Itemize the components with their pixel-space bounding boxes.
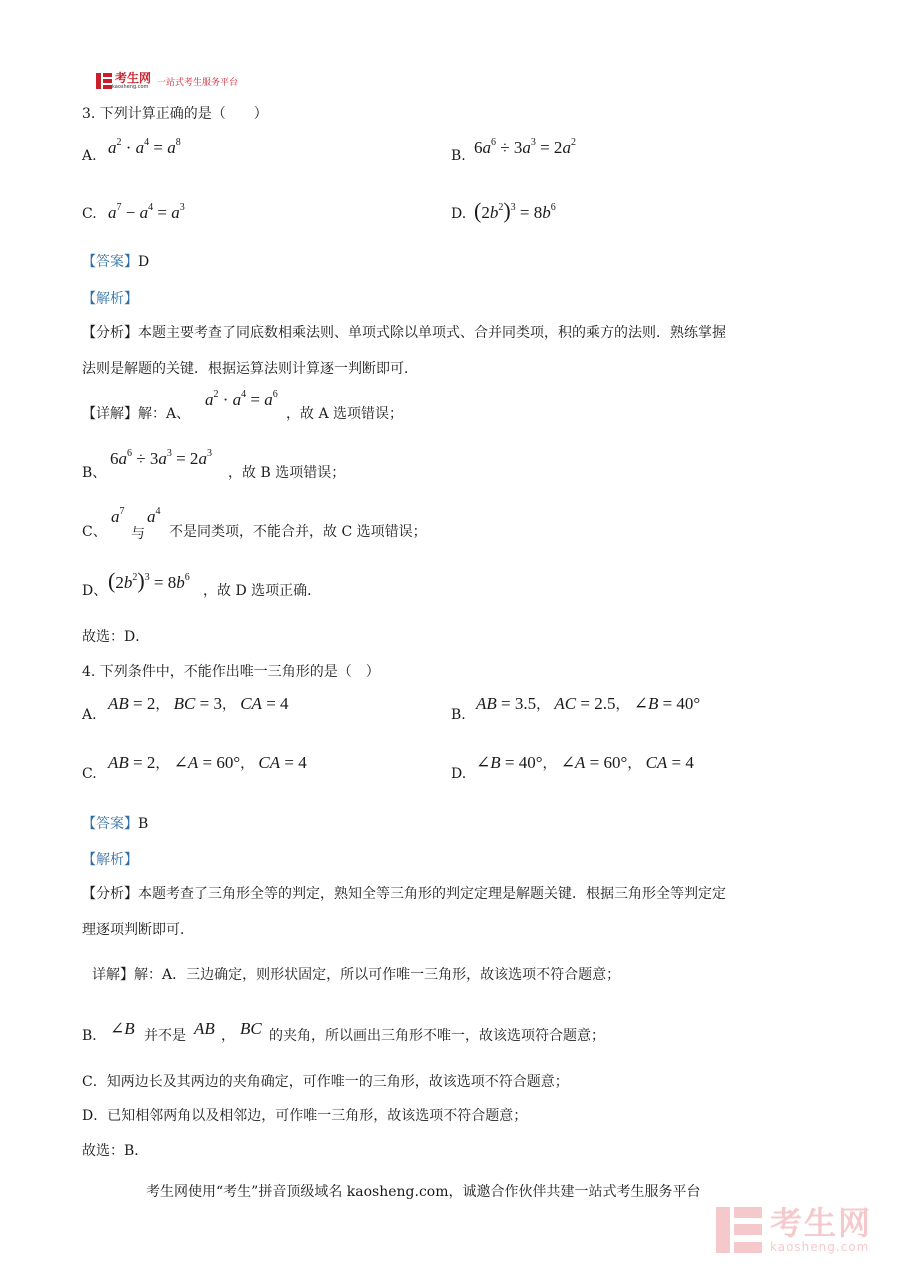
q4-option-a-math: AB = 2， BC = 3， CA = 4 bbox=[108, 694, 289, 713]
q4-detail-line1: 详解】解：A．三边确定，则形状固定，所以可作唯一三角形，故该选项不符合题意； bbox=[92, 967, 621, 983]
q4-fenxi-line2: 理逐项判断即可． bbox=[82, 922, 194, 938]
q3-detail-a-prefix-text: 解：A、 bbox=[138, 406, 191, 422]
q4-answer bbox=[82, 813, 148, 833]
brand-logo bbox=[96, 72, 238, 90]
q4-conclusion: 故选：B． bbox=[82, 1143, 149, 1159]
q3-fenxi-line1 bbox=[82, 322, 726, 342]
q4-fenxi-tag: 【分析】 bbox=[82, 886, 138, 902]
q4-detail-c: C．知两边长及其两边的夹角确定，可作唯一的三角形，故该选项不符合题意； bbox=[82, 1074, 569, 1090]
q4-detail-b-prefix: B． bbox=[82, 1028, 107, 1044]
q3-option-d-label: D. bbox=[451, 206, 467, 222]
q4-option-d-math: ∠B = 40°， ∠A = 60°， CA = 4 bbox=[476, 753, 694, 772]
q3-stem: 3. 下列计算正确的是（ ） bbox=[82, 106, 268, 122]
q3-fenxi-tag: 【分析】 bbox=[82, 325, 138, 341]
q4-option-c-label: C. bbox=[82, 766, 97, 782]
q4-fenxi-text1: 本题考查了三角形全等的判定，熟知全等三角形的判定定理是解题关键．根据三角形全等判定定 bbox=[138, 886, 726, 902]
watermark-url: kaosheng.com bbox=[770, 1240, 870, 1254]
q4-option-b-label: B. bbox=[451, 707, 466, 723]
q3-detail-c-mid: 与 bbox=[131, 526, 145, 542]
q4-answer-tag: 【答案】 bbox=[82, 816, 138, 832]
q4-detail-b-suffix: 的夹角，所以画出三角形不唯一，故该选项符合题意； bbox=[269, 1028, 605, 1044]
q4-detail-b-comma: ， bbox=[221, 1028, 235, 1044]
logo-name: 考生网 bbox=[115, 71, 152, 85]
q3-detail-c-prefix: C、 bbox=[82, 524, 107, 540]
kaosheng-watermark-icon bbox=[716, 1207, 762, 1253]
q3-option-a-math: $a^2 \cdot a^4 = a^8$ bbox=[108, 137, 181, 157]
q3-detail-c-math2: $a^4$ bbox=[147, 506, 161, 526]
q3-option-c-math: $a^7 - a^4 = a^3$ bbox=[108, 202, 185, 222]
watermark-name: 考生网 bbox=[770, 1204, 873, 1242]
q3-option-b-math: $6a^6 \div 3a^3 = 2a^2$ bbox=[474, 137, 576, 157]
q4-option-c-math: AB = 2， ∠A = 60°， CA = 4 bbox=[108, 753, 307, 772]
q3-detail-b-suffix: ，故 B 选项错误； bbox=[228, 465, 346, 481]
q3-detail-d-suffix: ，故 D 选项正确． bbox=[203, 583, 322, 599]
q3-option-d-math: $(2b^2)^3 = 8b^6$ bbox=[474, 198, 556, 223]
q3-detail-tag: 【详解】 bbox=[82, 406, 138, 422]
q3-detail-a-prefix bbox=[82, 403, 190, 423]
q3-answer bbox=[82, 251, 149, 271]
q3-detail-d-prefix: D、 bbox=[82, 583, 108, 599]
footer-text: 考生网使用“考生”拼音顶级域名 kaosheng.com，诚邀合作伙伴共建一站式考生服务平台 bbox=[146, 1184, 701, 1200]
q3-fenxi-text1: 本题主要考查了同底数相乘法则、单项式除以单项式、合并同类项，积的乘方的法则．熟练掌握 bbox=[138, 325, 726, 341]
q3-option-b-label: B. bbox=[451, 148, 466, 164]
logo-url: kaosheng.com bbox=[112, 84, 149, 90]
q3-analysis-tag: 【解析】 bbox=[82, 291, 138, 307]
q4-fenxi-line1 bbox=[82, 883, 726, 903]
q4-answer-value: B bbox=[138, 816, 149, 832]
q4-option-a-label: A. bbox=[82, 707, 97, 723]
q4-detail-b-mid1: 并不是 bbox=[144, 1028, 186, 1044]
q4-detail-b-angle: ∠B bbox=[110, 1019, 135, 1038]
q3-fenxi-line2: 法则是解题的关键．根据运算法则计算逐一判断即可． bbox=[82, 361, 418, 377]
q4-analysis-tag: 【解析】 bbox=[82, 852, 138, 868]
q4-option-b-math: AB = 3.5， AC = 2.5， ∠B = 40° bbox=[476, 694, 701, 713]
q3-detail-a-suffix: ，故 A 选项错误； bbox=[286, 406, 404, 422]
q3-detail-d-math: $(2b^2)^3 = 8b^6$ bbox=[108, 568, 190, 593]
q4-detail-d: D．已知相邻两角以及相邻边，可作唯一三角形，故该选项不符合题意； bbox=[82, 1108, 528, 1124]
q3-detail-b-prefix: B、 bbox=[82, 465, 107, 481]
q3-answer-tag: 【答案】 bbox=[82, 254, 138, 270]
q4-detail-b-ab: AB bbox=[194, 1019, 215, 1038]
logo-slogan: 一站式考生服务平台 bbox=[157, 77, 239, 88]
q3-detail-c-math1: $a^7$ bbox=[111, 506, 125, 526]
q4-detail-b-bc: BC bbox=[240, 1019, 262, 1038]
watermark-logo bbox=[716, 1206, 872, 1254]
q3-option-c-label: C. bbox=[82, 206, 97, 222]
q4-option-d-label: D. bbox=[451, 766, 467, 782]
kaosheng-logo-icon bbox=[96, 73, 112, 89]
q4-stem: 4. 下列条件中，不能作出唯一三角形的是（ ） bbox=[82, 664, 380, 680]
q3-detail-a-math: $a^2 \cdot a^4 = a^6$ bbox=[205, 389, 278, 409]
q3-answer-value: D bbox=[138, 254, 150, 270]
q3-option-a-label: A. bbox=[82, 148, 97, 164]
q3-conclusion: 故选：D． bbox=[82, 629, 150, 645]
q3-detail-c-suffix: 不是同类项，不能合并，故 C 选项错误； bbox=[169, 524, 427, 540]
q3-detail-b-math: $6a^6 \div 3a^3 = 2a^3$ bbox=[110, 448, 212, 468]
